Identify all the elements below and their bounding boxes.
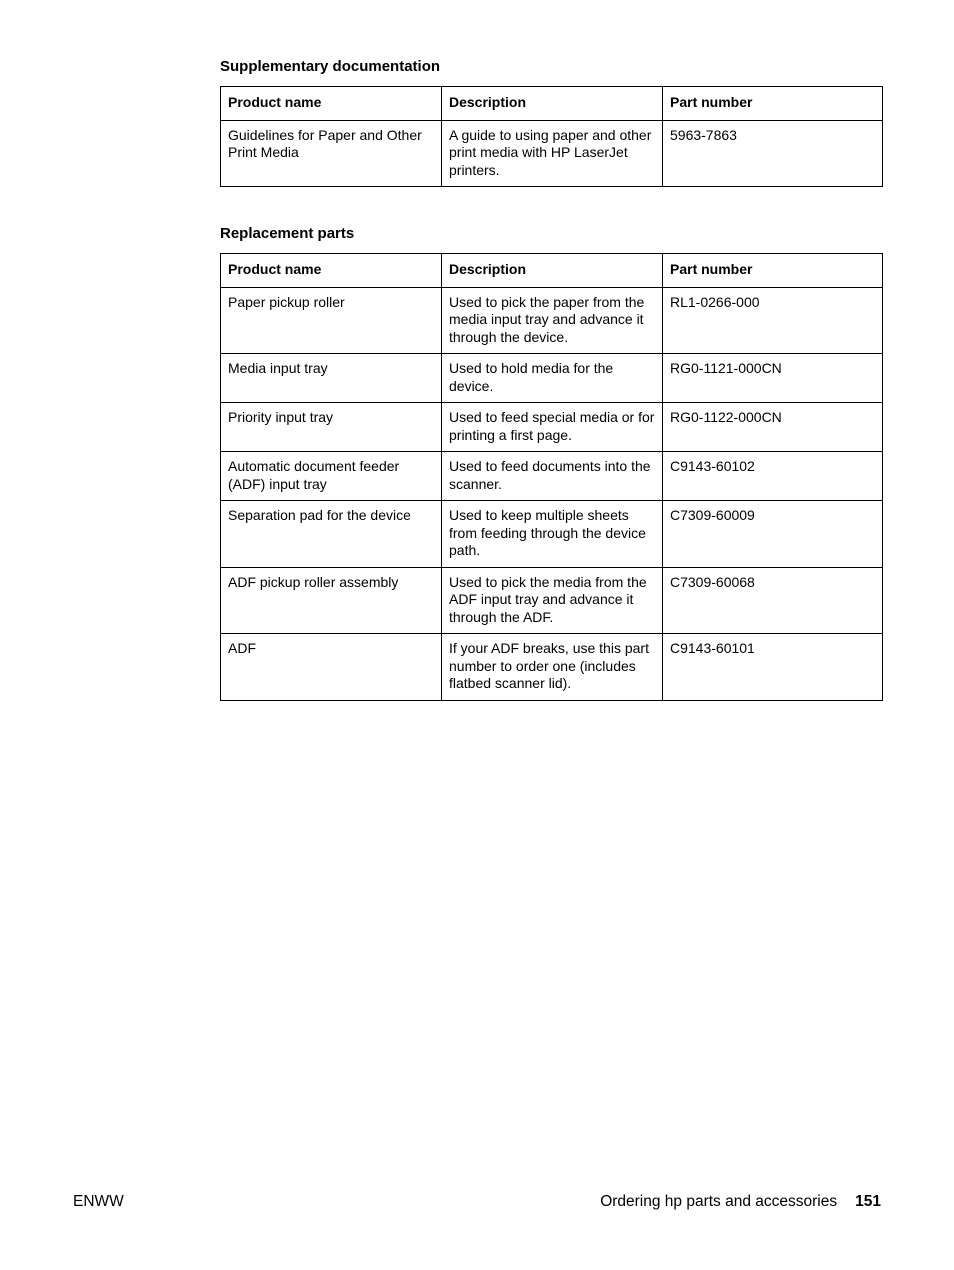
description-cell: If your ADF breaks, use this part number to order one (includes flatbed scanner lid). <box>442 634 663 701</box>
product-name-cell: ADF <box>221 634 442 701</box>
part-number-cell: RL1-0266-000 <box>663 287 883 354</box>
page-number: 151 <box>855 1193 881 1210</box>
table-row <box>221 501 883 568</box>
column-header-description: Description <box>442 87 663 121</box>
table-row <box>221 120 883 187</box>
description-cell: Used to pick the paper from the media input tray and advance it through the device. <box>442 287 663 354</box>
supplementary-documentation-heading: Supplementary documentation <box>220 58 441 75</box>
table-row <box>221 452 883 501</box>
product-name-cell: ADF pickup roller assembly <box>221 567 442 634</box>
description-cell: Used to pick the media from the ADF input tray and advance it through the ADF. <box>442 567 663 634</box>
part-number-cell: C7309-60068 <box>663 567 883 634</box>
supplementary-documentation-table <box>220 86 883 187</box>
description-cell: Used to feed special media or for printing a first page. <box>442 403 663 452</box>
table-row <box>221 403 883 452</box>
column-header-part-number: Part number <box>663 254 883 288</box>
replacement-parts-heading: Replacement parts <box>220 225 355 242</box>
part-number-cell: RG0-1121-000CN <box>663 354 883 403</box>
part-number-cell: RG0-1122-000CN <box>663 403 883 452</box>
column-header-product-name: Product name <box>221 254 442 288</box>
table-header-row <box>221 87 883 121</box>
table-row <box>221 634 883 701</box>
part-number-cell: C9143-60101 <box>663 634 883 701</box>
product-name-cell: Automatic document feeder (ADF) input tray <box>221 452 442 501</box>
column-header-part-number: Part number <box>663 87 883 121</box>
part-number-cell: 5963-7863 <box>663 120 883 187</box>
product-name-cell: Separation pad for the device <box>221 501 442 568</box>
product-name-cell: Priority input tray <box>221 403 442 452</box>
table-row <box>221 287 883 354</box>
description-cell: A guide to using paper and other print media with HP LaserJet printers. <box>442 120 663 187</box>
table-row <box>221 354 883 403</box>
footer-chapter-title: Ordering hp parts and accessories <box>600 1193 838 1210</box>
description-cell: Used to hold media for the device. <box>442 354 663 403</box>
description-cell: Used to keep multiple sheets from feeding through the device path. <box>442 501 663 568</box>
table-header-row <box>221 254 883 288</box>
column-header-product-name: Product name <box>221 87 442 121</box>
product-name-cell: Media input tray <box>221 354 442 403</box>
part-number-cell: C9143-60102 <box>663 452 883 501</box>
column-header-description: Description <box>442 254 663 288</box>
footer-document-id: ENWW <box>73 1193 124 1210</box>
part-number-cell: C7309-60009 <box>663 501 883 568</box>
footer-chapter-info <box>600 1193 881 1211</box>
description-cell: Used to feed documents into the scanner. <box>442 452 663 501</box>
replacement-parts-table <box>220 253 883 701</box>
table-row <box>221 567 883 634</box>
product-name-cell: Paper pickup roller <box>221 287 442 354</box>
product-name-cell: Guidelines for Paper and Other Print Media <box>221 120 442 187</box>
